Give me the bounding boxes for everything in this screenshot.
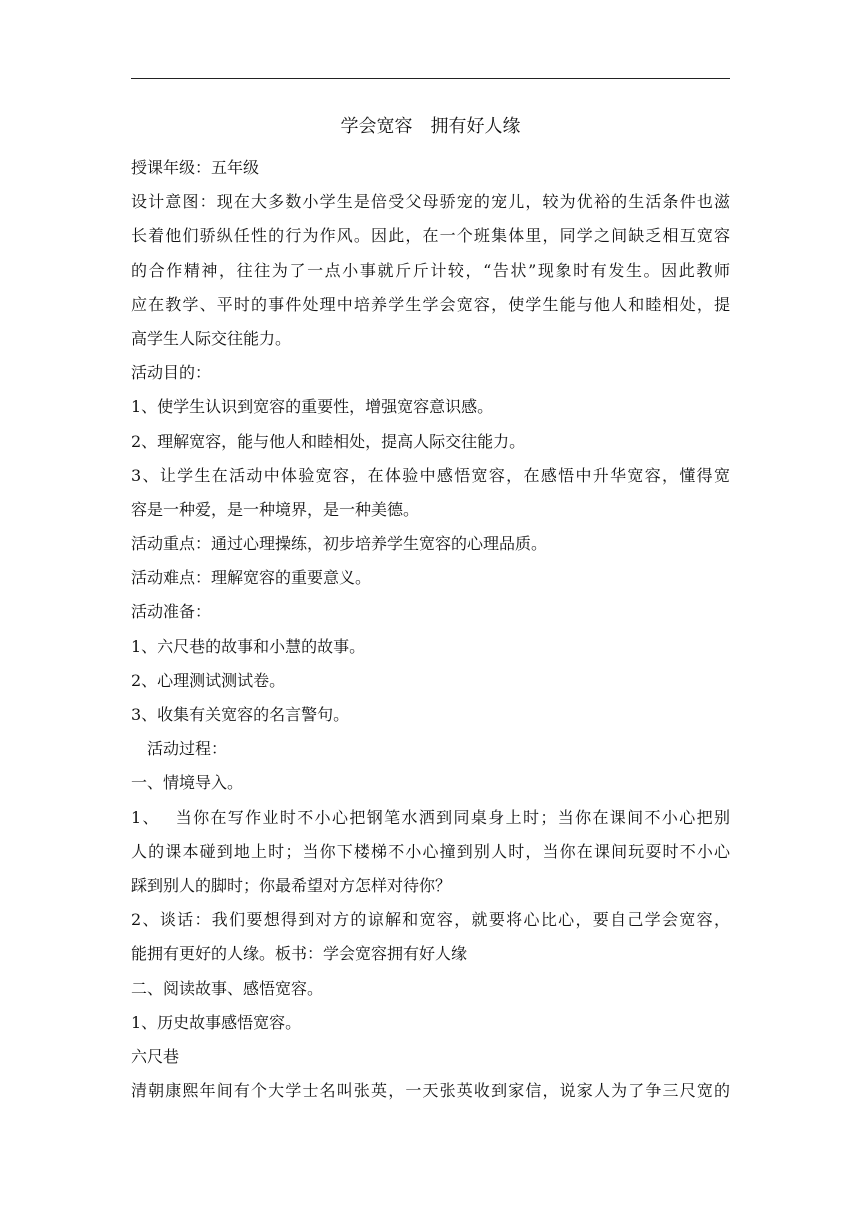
- body-line: 人的课本碰到地上时；当你下楼梯不小心撞到别人时，当你在课间玩耍时不小心: [131, 841, 730, 861]
- body-line: 授课年级：五年级: [131, 158, 260, 177]
- body-line: 高学生人际交往能力。: [131, 328, 292, 348]
- body-line: 2、心理测试测试卷。: [131, 670, 286, 690]
- body-line: 的合作精神，往往为了一点小事就斤斤计较，“告状”现象时有发生。因此教师: [131, 260, 730, 280]
- body-line: 1、六尺巷的故事和小慧的故事。: [131, 636, 366, 656]
- body-line: 一、情境导入。: [131, 773, 244, 793]
- body-line: 3、收集有关宽容的名言警句。: [131, 705, 350, 724]
- body-line: 活动重点：通过心理操练，初步培养学生宽容的心理品质。: [131, 534, 548, 554]
- body-line: 活动难点：理解宽容的重要意义。: [131, 568, 372, 588]
- body-line: 2、理解宽容，能与他人和睦相处，提高人际交往能力。: [131, 431, 526, 451]
- body-line: 2、谈话：我们要想得到对方的谅解和宽容，就要将心比心，要自己学会宽容，: [131, 910, 730, 930]
- body-line: 二、阅读故事、感悟宽容。: [131, 978, 324, 998]
- document-body: [131, 151, 730, 1108]
- body-line: 1、使学生认识到宽容的重要性，增强宽容意识感。: [131, 397, 494, 417]
- body-line: 活动目的：: [131, 363, 212, 383]
- body-line: 长着他们骄纵任性的行为作风。因此，在一个班集体里，同学之间缺乏相互宽容: [131, 226, 730, 246]
- body-line: 3、让学生在活动中体验宽容，在体验中感悟宽容，在感悟中升华宽容，懂得宽: [131, 465, 730, 485]
- body-line: 能拥有更好的人缘。板书：学会宽容拥有好人缘: [131, 944, 468, 964]
- body-line: 清朝康熙年间有个大学士名叫张英，一天张英收到家信，说家人为了争三尺宽的: [131, 1081, 730, 1101]
- body-line: 应在教学、平时的事件处理中培养学生学会宽容，使学生能与他人和睦相处，提: [131, 294, 730, 314]
- body-line: 1、 当你在写作业时不小心把钢笔水洒到同桌身上时；当你在课间不小心把别: [131, 807, 730, 827]
- body-line: 六尺巷: [131, 1046, 180, 1066]
- body-line: 踩到别人的脚时；你最希望对方怎样对待你？: [131, 875, 452, 895]
- body-line: 1、历史故事感悟宽容。: [131, 1012, 302, 1032]
- header-rule: [131, 78, 730, 79]
- body-line: 活动准备：: [131, 602, 212, 622]
- body-line: 活动过程：: [147, 739, 228, 759]
- document-title: 学会宽容 拥有好人缘: [340, 116, 521, 137]
- body-line: 设计意图：现在大多数小学生是倍受父母骄宠的宠儿，较为优裕的生活条件也滋: [131, 192, 730, 212]
- body-line: 容是一种爱，是一种境界，是一种美德。: [131, 499, 420, 519]
